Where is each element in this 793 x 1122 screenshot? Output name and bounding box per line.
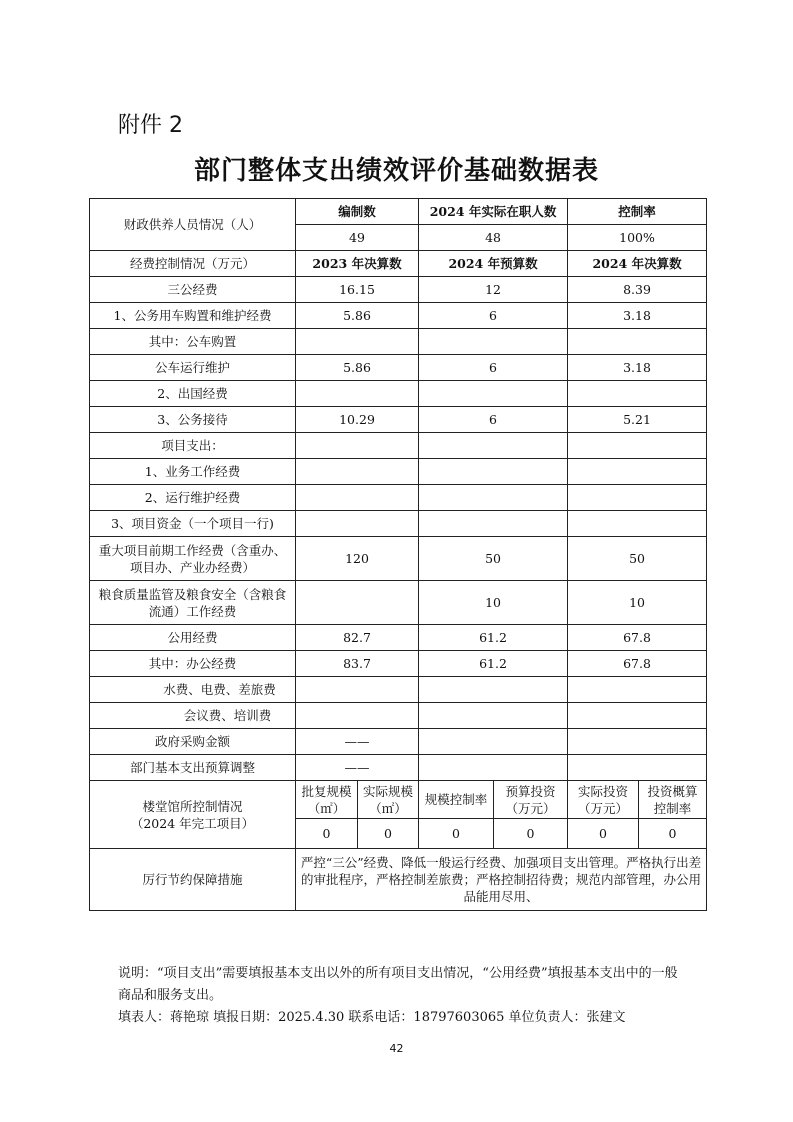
row-label: 1、业务工作经费 [90, 459, 296, 485]
row-value [296, 459, 419, 485]
notes [118, 963, 688, 1029]
row-value: 3.18 [568, 355, 707, 381]
building-value-cell: 0 [358, 819, 419, 849]
building-label-line1: 楼堂馆所控制情况 [142, 798, 243, 814]
row-value [296, 511, 419, 537]
row-value: 3.18 [568, 303, 707, 329]
funds-label: 经费控制情况（万元） [90, 251, 296, 277]
row-label: 三公经费 [90, 277, 296, 303]
row-value [419, 381, 568, 407]
row-value: 10 [419, 581, 568, 625]
row-value: 6 [419, 407, 568, 433]
row-value: 50 [568, 537, 707, 581]
table-row [90, 459, 707, 485]
row-label: 2、运行维护经费 [90, 485, 296, 511]
row-value: 6 [419, 303, 568, 329]
row-value [568, 459, 707, 485]
row-value [419, 433, 568, 459]
building-header-cell: 预算投资（万元） [494, 781, 568, 819]
row-value [568, 485, 707, 511]
table-row [90, 755, 707, 781]
row-value [296, 485, 419, 511]
row-value [296, 677, 419, 703]
row-value [568, 755, 707, 781]
row-label: 政府采购金额 [90, 729, 296, 755]
row-value: 5.21 [568, 407, 707, 433]
row-label: 2、出国经费 [90, 381, 296, 407]
row-label: 重大项目前期工作经费（含重办、项目办、产业办经费） [90, 537, 296, 581]
row-value [568, 511, 707, 537]
funds-header-row [90, 251, 707, 277]
measures-row [90, 849, 707, 911]
row-value: 5.86 [296, 355, 419, 381]
row-value: 83.7 [296, 651, 419, 677]
row-value: 61.2 [419, 625, 568, 651]
table-row [90, 537, 707, 581]
row-label: 水费、电费、差旅费 [90, 677, 296, 703]
funds-header-cell: 2024 年决算数 [568, 251, 707, 277]
building-value-cell: 0 [296, 819, 358, 849]
row-label: 公用经费 [90, 625, 296, 651]
table-row [90, 433, 707, 459]
row-value [419, 485, 568, 511]
row-value [419, 729, 568, 755]
row-label: 会议费、培训费 [90, 703, 296, 729]
row-value [568, 703, 707, 729]
table-row [90, 277, 707, 303]
row-value: 67.8 [568, 651, 707, 677]
row-value [568, 329, 707, 355]
row-value: 8.39 [568, 277, 707, 303]
row-value: —— [296, 755, 419, 781]
table-row [90, 703, 707, 729]
notes-line2: 填表人：蒋艳琼 填报日期：2025.4.30 联系电话：18797603065 单位负责人：张建文 [118, 1010, 626, 1025]
row-value: 5.86 [296, 303, 419, 329]
row-value [296, 329, 419, 355]
staff-value-cell: 49 [296, 225, 419, 251]
building-header-cell: 批复规模（㎡） [296, 781, 358, 819]
notes-line1: 说明：“项目支出”需要填报基本支出以外的所有项目支出情况，“公用经费”填报基本支出中的一般商品和服务支出。 [118, 966, 678, 1003]
row-value [419, 511, 568, 537]
table-row [90, 329, 707, 355]
funds-header-cell: 2024 年预算数 [419, 251, 568, 277]
staff-header-cell: 编制数 [296, 199, 419, 225]
staff-value-cell: 48 [419, 225, 568, 251]
row-value [568, 433, 707, 459]
page-number: 42 [389, 1042, 404, 1055]
row-label: 1、公务用车购置和维护经费 [90, 303, 296, 329]
row-value: 12 [419, 277, 568, 303]
table-row [90, 303, 707, 329]
row-label: 项目支出： [90, 433, 296, 459]
row-value [419, 677, 568, 703]
attachment-label: 附件 2 [118, 113, 183, 138]
table-row [90, 729, 707, 755]
row-value: 10.29 [296, 407, 419, 433]
table-row [90, 581, 707, 625]
building-header-cell: 规模控制率 [419, 781, 494, 819]
row-value: 6 [419, 355, 568, 381]
building-header-cell: 实际投资（万元） [568, 781, 639, 819]
building-label [90, 781, 296, 849]
funds-header-cell: 2023 年决算数 [296, 251, 419, 277]
table-row [90, 355, 707, 381]
measures-label: 厉行节约保障措施 [90, 849, 296, 911]
measures-text: 严控“三公”经费、降低一般运行经费、加强项目支出管理。严格执行出差的审批程序，严格控制差旅费；严格控制招待费；规范内部管理，办公用品能用尽用、 [296, 849, 707, 911]
row-value [419, 703, 568, 729]
row-value [419, 329, 568, 355]
row-label: 部门基本支出预算调整 [90, 755, 296, 781]
building-label-line2: （2024 年完工项目） [130, 815, 255, 831]
staff-header-row [90, 199, 707, 225]
building-value-cell: 0 [419, 819, 494, 849]
row-label: 3、项目资金（一个项目一行) [90, 511, 296, 537]
row-value: 50 [419, 537, 568, 581]
building-value-cell: 0 [568, 819, 639, 849]
row-value [568, 729, 707, 755]
staff-label: 财政供养人员情况（人） [90, 199, 296, 251]
row-label: 3、公务接待 [90, 407, 296, 433]
table-row [90, 651, 707, 677]
table-row [90, 625, 707, 651]
row-value [419, 459, 568, 485]
row-value: 10 [568, 581, 707, 625]
data-table [89, 198, 707, 911]
building-value-cell: 0 [639, 819, 707, 849]
row-value [296, 433, 419, 459]
row-label: 粮食质量监管及粮食安全（含粮食流通）工作经费 [90, 581, 296, 625]
row-value [296, 703, 419, 729]
table-row [90, 677, 707, 703]
row-value [419, 755, 568, 781]
row-value: 82.7 [296, 625, 419, 651]
building-header-cell: 实际规模（㎡） [358, 781, 419, 819]
building-header-row [90, 781, 707, 819]
table-row [90, 485, 707, 511]
row-value: 67.8 [568, 625, 707, 651]
table-row [90, 381, 707, 407]
row-value: 120 [296, 537, 419, 581]
building-header-cell: 投资概算控制率 [639, 781, 707, 819]
staff-header-cell: 控制率 [568, 199, 707, 225]
row-value: —— [296, 729, 419, 755]
page-title: 部门整体支出绩效评价基础数据表 [193, 156, 599, 186]
row-value: 16.15 [296, 277, 419, 303]
row-value [568, 677, 707, 703]
table-row [90, 407, 707, 433]
row-label: 公车运行维护 [90, 355, 296, 381]
row-value [296, 581, 419, 625]
building-value-cell: 0 [494, 819, 568, 849]
staff-value-cell: 100% [568, 225, 707, 251]
staff-header-cell: 2024 年实际在职人数 [419, 199, 568, 225]
row-label: 其中：公车购置 [90, 329, 296, 355]
row-value [568, 381, 707, 407]
row-value: 61.2 [419, 651, 568, 677]
row-label: 其中：办公经费 [90, 651, 296, 677]
table-row [90, 511, 707, 537]
row-value [296, 381, 419, 407]
